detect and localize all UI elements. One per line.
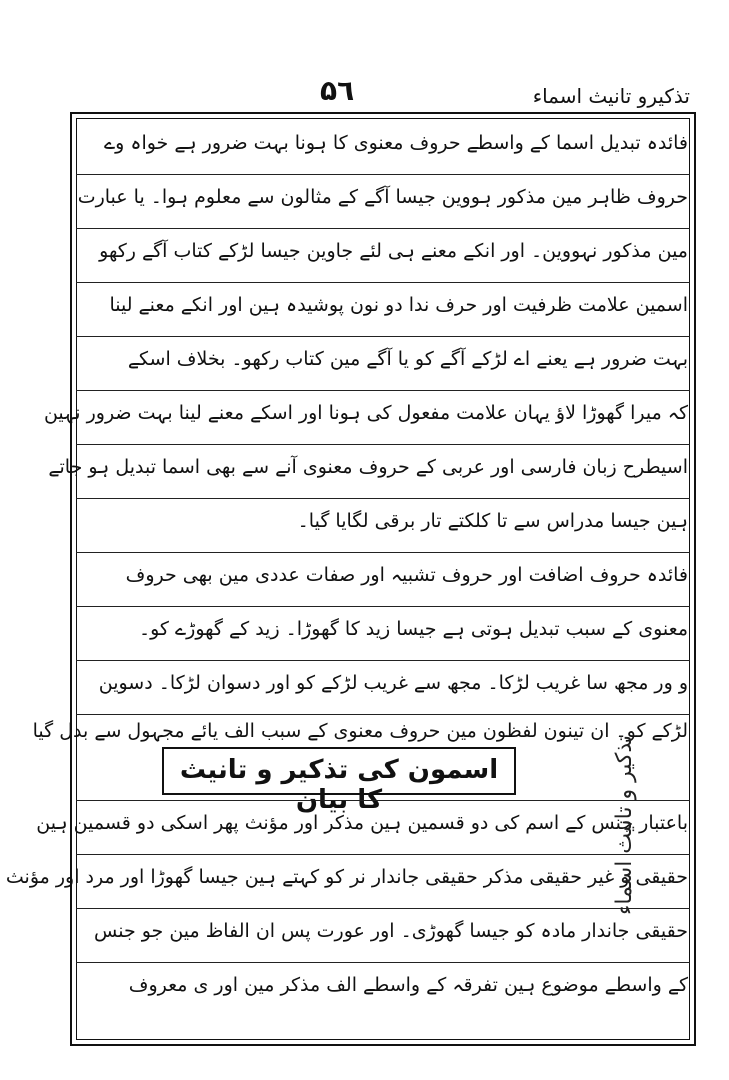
line-rule (76, 174, 690, 175)
section-line: حقیقی و غیر حقیقی مذکر حقیقی جاندار نر کو کہتے ہین جیسا گھوڑا اور مرد اور مؤنث (5, 866, 688, 888)
line-rule (76, 606, 690, 607)
section-line: حقیقی جاندار مادہ کو جیسا گھوڑی۔ اور عورت پس ان الفاظ مین جو جنس (93, 920, 688, 942)
line-rule (76, 228, 690, 229)
body-line: اسیطرح زبان فارسی اور عربی کے حروف معنوی آنے سے بھی اسما تبدیل ہو جاتے (48, 456, 688, 478)
body-line: معنوی کے سبب تبدیل ہوتی ہے جیسا زید کا گھوڑا۔ زید کے گھوڑے کو۔ (138, 618, 688, 640)
body-line: اسمین علامت ظرفیت اور حرف ندا دو نون پوشیدہ ہین اور انکے معنے لینا (109, 294, 688, 316)
section-line: کے واسطے موضوع ہین تفرقہ کے واسطے الف مذکر مین اور ی معروف (128, 974, 688, 996)
section-line: باعتبار جنس کے اسم کی دو قسمین ہین مذکر اور مؤنث پھر اسکی دو قسمین ہین (36, 812, 688, 834)
line-rule (76, 800, 690, 801)
line-rule (76, 552, 690, 553)
line-rule (76, 390, 690, 391)
text-frame (5, 112, 696, 1046)
section-heading: اسمون کی تذکیر و تانیث کا بیان (179, 755, 499, 815)
margin-note: تذکیر و تانیث اسماء (612, 735, 637, 916)
body-line: کہ میرا گھوڑا لاؤ یہان علامت مفعول کی ہونا اور اسکے معنے لینا بہت ضرور نہین (43, 402, 688, 424)
line-rule (76, 282, 690, 283)
body-line: و ور مجھ سا غریب لڑکا۔ مجھ سے غریب لڑکے کو اور دسوان لڑکا۔ دسوین (98, 672, 688, 694)
line-rule (76, 498, 690, 499)
body-line: مین مذکور نہووین۔ اور انکے معنے ہی لئے جاوین جیسا لڑکے کتاب آگے رکھو (99, 240, 688, 262)
line-rule (76, 336, 690, 337)
line-rule (76, 962, 690, 963)
line-rule (76, 444, 690, 445)
body-line: بہت ضرور ہے یعنے اے لڑکے آگے کو یا آگے مین کتاب رکھو۔ بخلاف اسکے (127, 348, 688, 370)
section-heading-box (162, 747, 516, 815)
body-line: فائدہ حروف اضافت اور حروف تشبیہ اور صفات عددی مین بھی حروف (125, 564, 688, 586)
body-line: حروف ظاہر مین مذکور ہووین جیسا آگے کے مثالون سے معلوم ہوا۔ یا عبارت (77, 186, 688, 208)
body-line: ہین جیسا مدراس سے تا کلکتے تار برقی لگایا گیا۔ (297, 510, 688, 532)
body-line: فائدہ تبدیل اسما کے واسطے حروف معنوی کا ہونا بہت ضرور ہے خواہ وے (103, 132, 688, 154)
body-line: لڑکے کو۔ ان تینون لفظون مین حروف معنوی کے سبب الف یائے مجہول سے بدل گیا (32, 720, 688, 742)
line-rule (76, 908, 690, 909)
line-rule (76, 854, 690, 855)
running-title: تذکیرو تانیث اسماء (532, 84, 690, 108)
line-rule (76, 714, 690, 715)
page-number: ۵٦ (320, 74, 355, 107)
page-header (70, 72, 690, 112)
line-rule (76, 660, 690, 661)
